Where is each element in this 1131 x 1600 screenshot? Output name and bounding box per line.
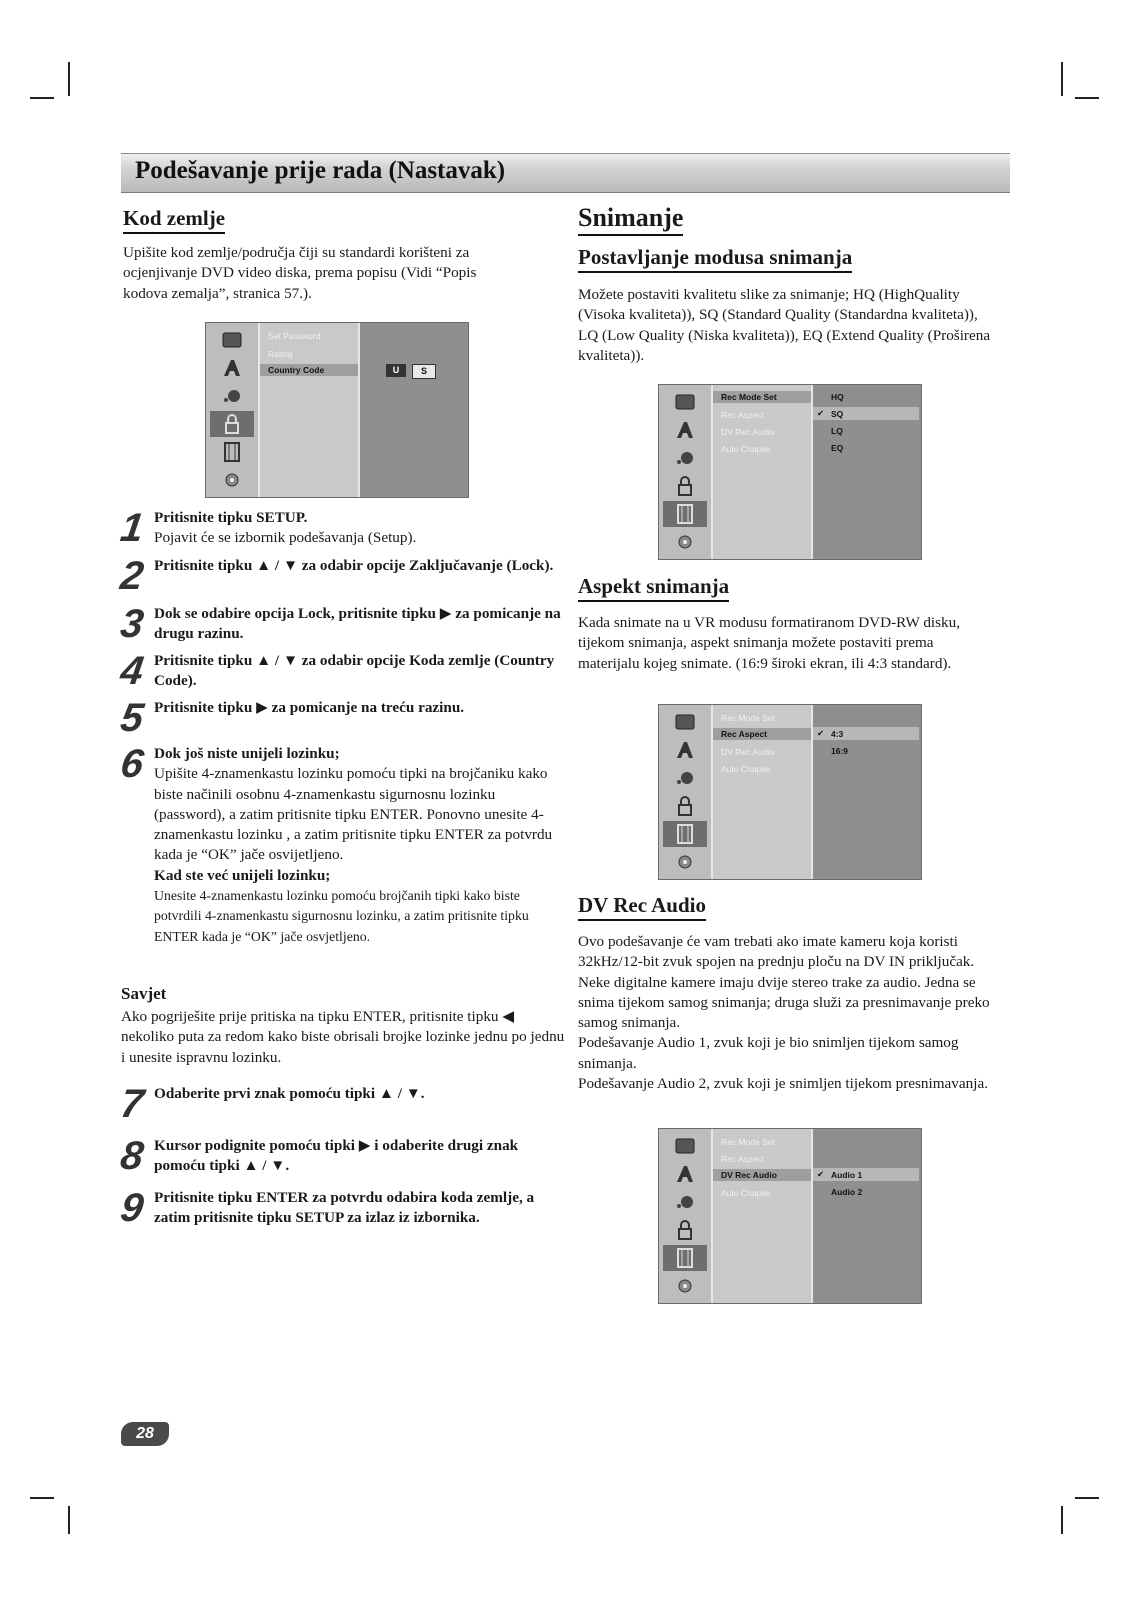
tv-icon xyxy=(663,709,707,735)
osd-item-country-code: Country Code xyxy=(268,365,325,375)
step-note: Upišite 4-znamenkastu lozinku pomoću tipki na brojčaniku kako biste načinili osobnu 4-znamenkastu sigurnosnu lozinku (password), a zatim pritisnite tipku ENTER. Ponovno unesite 4-znamenkastu lozinku , a zatim pritisnite tipku ENTER za potvrdu kada je “OK” jače osvijetljeno. xyxy=(154,765,553,864)
osd-item-rec-mode-set: Rec Mode Set xyxy=(721,713,775,723)
step-instruction: Dok se odabire opcija Lock, pritisnite tipku ▶ za pomicanje na drugu razinu. xyxy=(154,605,561,643)
aspect-text: Kada snimate na u VR modusu formatiranom DVD-RW disku, tijekom snimanja, aspekt snimanja možete postaviti prema materijalu kojeg snimate. (16:9 široki ekran, ili 4:3 standard). xyxy=(578,614,961,672)
step-instruction: Odaberite prvi znak pomoću tipki ▲ / ▼. xyxy=(154,1085,425,1102)
osd-value-16-9: 16:9 xyxy=(831,746,849,756)
step-6 xyxy=(117,742,561,966)
checkmark-icon: ✔ xyxy=(817,1169,825,1179)
tv-icon xyxy=(663,1133,707,1159)
language-icon xyxy=(210,355,254,381)
film-icon xyxy=(663,1245,707,1271)
osd-item-dv-rec-audio: DV Rec Audio xyxy=(721,427,774,437)
heading-aspect: Aspekt snimanja xyxy=(578,574,729,602)
osd-item-auto-chapter: Auto Chapter xyxy=(721,1188,772,1198)
heading-dv-rec-audio: DV Rec Audio xyxy=(578,893,706,921)
osd-item-rec-mode-set: Rec Mode Set xyxy=(721,1137,775,1147)
osd-icon-column xyxy=(659,705,713,879)
step-number: 7 xyxy=(117,1082,147,1126)
audio-icon xyxy=(663,445,707,471)
osd-icon-column xyxy=(659,1129,713,1303)
page-number: 28 xyxy=(121,1422,169,1446)
osd-submenu xyxy=(713,385,813,559)
checkmark-icon: ✔ xyxy=(817,728,825,738)
film-icon xyxy=(663,501,707,527)
step-instruction: Dok još niste unijeli lozinku; xyxy=(154,745,340,762)
crop-mark xyxy=(1061,1506,1063,1534)
step-number: 8 xyxy=(117,1134,147,1178)
lock-icon xyxy=(663,793,707,819)
step-3 xyxy=(117,602,561,648)
step-note: Pojavit će se izbornik podešavanja (Setup). xyxy=(154,529,417,547)
osd-value-sq: SQ xyxy=(831,409,844,419)
osd-value-highlight xyxy=(813,1168,919,1181)
country-code-box-2: S xyxy=(412,364,436,379)
osd-item-rec-aspect: Rec Aspect xyxy=(721,1154,764,1164)
osd-value-lq: LQ xyxy=(831,426,843,436)
osd-rec-aspect-menu xyxy=(658,704,922,880)
step-7 xyxy=(117,1082,561,1126)
step-instruction: Pritisnite tipku SETUP. xyxy=(154,509,308,526)
film-icon xyxy=(210,439,254,465)
osd-item-rec-mode-set: Rec Mode Set xyxy=(721,392,777,402)
step-instruction-2: Kad ste već unijeli lozinku; xyxy=(154,866,331,884)
step-8 xyxy=(117,1134,561,1180)
osd-item-dv-rec-audio: DV Rec Audio xyxy=(721,1170,777,1180)
osd-item-set-password: Set Password xyxy=(268,331,321,341)
osd-item-rec-aspect: Rec Aspect xyxy=(721,729,767,739)
step-instruction: Pritisnite tipku ▶ za pomicanje na treću razinu. xyxy=(154,699,465,716)
osd-item-rating: Rating xyxy=(268,349,293,359)
step-instruction: Pritisnite tipku ENTER za potvrdu odabira koda zemlje, a zatim pritisnite tipku SETUP za izlaz iz izbornika. xyxy=(154,1189,535,1227)
osd-value-highlight xyxy=(813,727,919,740)
rec-mode-text: Možete postaviti kvalitetu slike za snimanje; HQ (HighQuality (Visoka kvaliteta)), SQ (Standard Quality (Standardna kvaliteta)), LQ (Low Quality (Niska kvaliteta)), EQ (Extend Quality (Proširena kvaliteta)). xyxy=(578,286,991,364)
section-title-bar xyxy=(121,153,1010,193)
checkmark-icon: ✔ xyxy=(817,408,825,418)
tv-icon xyxy=(210,327,254,353)
step-4 xyxy=(117,649,561,695)
crop-mark xyxy=(68,62,70,96)
country-code-box-1: U xyxy=(386,364,406,377)
lock-icon xyxy=(663,473,707,499)
step-number: 6 xyxy=(117,742,147,786)
disc-icon xyxy=(663,529,707,555)
tip-text: Ako pogriješite prije pritiska na tipku ENTER, pritisnite tipku ◀ nekoliko puta za redom kako biste obrisali brojke lozinke jednu po jednu i unesite ispravnu lozinku. xyxy=(121,1008,565,1066)
step-5 xyxy=(117,696,561,740)
lock-icon xyxy=(210,411,254,437)
osd-item-rec-aspect: Rec Aspect xyxy=(721,410,764,420)
audio-icon xyxy=(663,1189,707,1215)
heading-rec-mode: Postavljanje modusa snimanja xyxy=(578,245,852,273)
tv-icon xyxy=(663,389,707,415)
step-instruction: Pritisnite tipku ▲ / ▼ za odabir opcije Zaključavanje (Lock). xyxy=(154,557,554,574)
osd-value-eq: EQ xyxy=(831,443,844,453)
osd-item-auto-chapter: Auto Chapter xyxy=(721,444,772,454)
step-number: 5 xyxy=(117,696,147,740)
crop-mark xyxy=(30,97,54,99)
disc-icon xyxy=(663,1273,707,1299)
country-code-intro: Upišite kod zemlje/područja čiji su standardi korišteni za ocjenjivanje DVD video diska, prema popisu (Vidi “Popis kodova zemalja”, stranica 57.). xyxy=(123,244,477,302)
step-2 xyxy=(117,554,561,600)
osd-value-4-3: 4:3 xyxy=(831,729,844,739)
step-number: 2 xyxy=(117,554,147,598)
step-instruction: Pritisnite tipku ▲ / ▼ za odabir opcije Koda zemlje (Country Code). xyxy=(154,652,555,690)
step-note-2: Unesite 4-znamenkastu lozinku pomoću brojčanih tipki kako biste potvrdili 4-znamenkastu sigurnosnu lozinku, a zatim pritisnite tipku ENTER kada je “OK” jače osvjetljeno. xyxy=(154,888,529,944)
crop-mark xyxy=(30,1497,54,1499)
disc-icon xyxy=(663,849,707,875)
crop-mark xyxy=(1061,62,1063,96)
osd-item-auto-chapter: Auto Chapter xyxy=(721,764,772,774)
step-number: 9 xyxy=(117,1186,147,1230)
step-number: 3 xyxy=(117,602,147,646)
osd-rec-mode-menu xyxy=(658,384,922,560)
language-icon xyxy=(663,737,707,763)
film-icon xyxy=(663,821,707,847)
disc-icon xyxy=(210,467,254,493)
osd-value-audio-1: Audio 1 xyxy=(831,1170,863,1180)
lock-icon xyxy=(663,1217,707,1243)
osd-submenu xyxy=(713,1129,813,1303)
tip-heading: Savjet xyxy=(121,984,167,1003)
osd-item-dv-rec-audio: DV Rec Audio xyxy=(721,747,774,757)
osd-value-highlight xyxy=(813,407,919,420)
step-9 xyxy=(117,1186,561,1252)
audio-icon xyxy=(663,765,707,791)
step-number: 1 xyxy=(117,506,147,550)
crop-mark xyxy=(68,1506,70,1534)
heading-country-code: Kod zemlje xyxy=(123,206,225,234)
osd-submenu xyxy=(713,705,813,879)
osd-icon-column xyxy=(659,385,713,559)
osd-icon-column xyxy=(206,323,260,497)
page-title: Podešavanje prije rada (Nastavak) xyxy=(135,157,506,184)
step-number: 4 xyxy=(117,649,147,693)
osd-value-audio-2: Audio 2 xyxy=(831,1187,863,1197)
audio-icon xyxy=(210,383,254,409)
step-instruction: Kursor podignite pomoću tipki ▶ i odaberite drugi znak pomoću tipki ▲ / ▼. xyxy=(154,1137,519,1175)
osd-lock-menu xyxy=(205,322,469,498)
osd-submenu xyxy=(260,323,360,497)
language-icon xyxy=(663,1161,707,1187)
crop-mark xyxy=(1075,97,1099,99)
osd-value-hq: HQ xyxy=(831,392,844,402)
crop-mark xyxy=(1075,1497,1099,1499)
language-icon xyxy=(663,417,707,443)
heading-recording: Snimanje xyxy=(578,203,683,236)
step-1 xyxy=(117,506,561,552)
osd-dv-rec-audio-menu xyxy=(658,1128,922,1304)
dv-rec-audio-text: Ovo podešavanje će vam trebati ako imate kameru koja koristi 32kHz/12-bit zvuk spojen na prednju ploču na DV IN priključak. Neke digitalne kamere imaju dvije stereo trake za audio. Jedna se snima tijekom samog snimanja; druga služi za presnimavanje preko samog snimanja. Podešavanje Audio 1, zvuk koji je bio snimljen tijekom samog snimanja. Podešavanje Audio 2, zvuk koji je snimljen tijekom presnimavanja. xyxy=(578,933,990,1093)
